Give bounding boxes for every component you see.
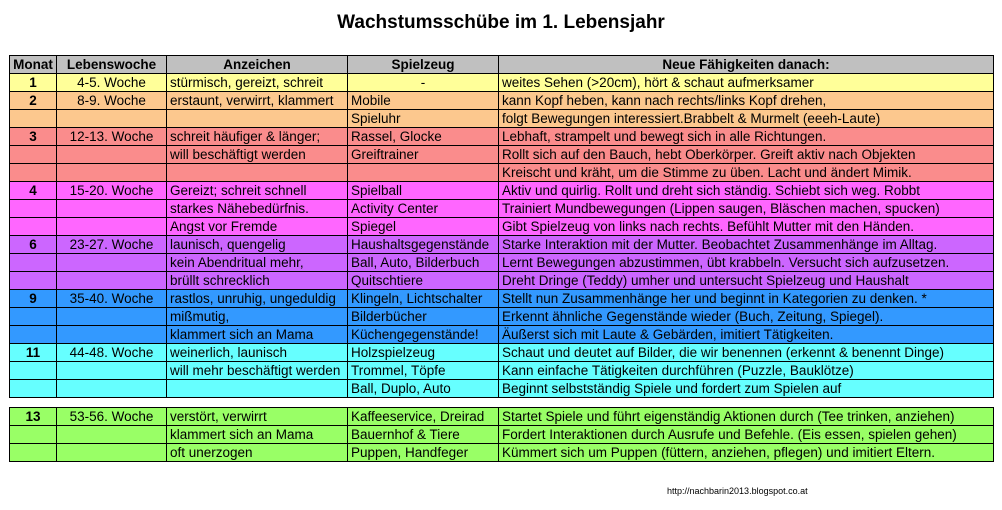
table-body	[10, 74, 994, 462]
spielzeug-cell: Bauernhof & Tiere	[348, 426, 499, 444]
faehigkeiten-cell: Kann einfache Tätigkeiten durchführen (Puzzle, Bauklötze)	[499, 362, 994, 380]
table-row	[10, 290, 994, 308]
spielzeug-cell: Trommel, Töpfe	[348, 362, 499, 380]
spielzeug-cell: Haushaltsgegenstände	[348, 236, 499, 254]
monat-cell: 11	[10, 344, 57, 362]
spielzeug-cell: Bilderbücher	[348, 308, 499, 326]
faehigkeiten-cell: Stellt nun Zusammenhänge her und beginnt in Kategorien zu denken. *	[499, 290, 994, 308]
monat-cell	[10, 110, 57, 128]
lebenswoche-cell	[57, 444, 167, 462]
spielzeug-cell: Klingeln, Lichtschalter	[348, 290, 499, 308]
faehigkeiten-cell: Schaut und deutet auf Bilder, die wir benennen (erkennt & benennt Dinge)	[499, 344, 994, 362]
faehigkeiten-cell	[499, 398, 994, 408]
table-row	[10, 326, 994, 344]
spielzeug-cell: Küchengegenstände!	[348, 326, 499, 344]
table-row	[10, 380, 994, 398]
anzeichen-cell: verstört, verwirrt	[167, 408, 348, 426]
header-lebenswoche: Lebenswoche	[57, 56, 167, 74]
anzeichen-cell	[167, 110, 348, 128]
table-row	[10, 272, 994, 290]
faehigkeiten-cell: weites Sehen (>20cm), hört & schaut aufmerksamer	[499, 74, 994, 92]
monat-cell	[10, 362, 57, 380]
sheet-title: Wachstumsschübe im 1. Lebensjahr	[337, 12, 665, 33]
lebenswoche-cell: 4-5. Woche	[57, 74, 167, 92]
faehigkeiten-cell: Starke Interaktion mit der Mutter. Beobachtet Zusammenhänge im Alltag.	[499, 236, 994, 254]
header-spielzeug: Spielzeug	[348, 56, 499, 74]
table-row	[10, 254, 994, 272]
spielzeug-cell: -	[348, 74, 499, 92]
faehigkeiten-cell: Kreischt und kräht, um die Stimme zu üben. Lacht und ändert Mimik.	[499, 164, 994, 182]
lebenswoche-cell: 35-40. Woche	[57, 290, 167, 308]
monat-cell	[10, 380, 57, 398]
lebenswoche-cell	[57, 272, 167, 290]
anzeichen-cell	[167, 380, 348, 398]
faehigkeiten-cell: Äußerst sich mit Laute & Gebärden, imitiert Tätigkeiten.	[499, 326, 994, 344]
anzeichen-cell: Angst vor Fremde	[167, 218, 348, 236]
spielzeug-cell	[348, 398, 499, 408]
lebenswoche-cell	[57, 200, 167, 218]
header-anzeichen: Anzeichen	[167, 56, 348, 74]
monat-cell: 3	[10, 128, 57, 146]
anzeichen-cell: rastlos, unruhig, ungeduldig	[167, 290, 348, 308]
lebenswoche-cell	[57, 218, 167, 236]
table-row	[10, 444, 994, 462]
lebenswoche-cell: 12-13. Woche	[57, 128, 167, 146]
anzeichen-cell: schreit häufiger & länger;	[167, 128, 348, 146]
lebenswoche-cell	[57, 362, 167, 380]
lebenswoche-cell: 15-20. Woche	[57, 182, 167, 200]
lebenswoche-cell	[57, 380, 167, 398]
source-url: http://nachbarin2013.blogspot.co.at	[667, 486, 808, 496]
lebenswoche-cell	[57, 426, 167, 444]
faehigkeiten-cell: Gibt Spielzeug von links nach rechts. Befühlt Mutter mit den Händen.	[499, 218, 994, 236]
table-row	[10, 218, 994, 236]
faehigkeiten-cell: Dreht Dringe (Teddy) umher und untersucht Spielzeug und Haushalt	[499, 272, 994, 290]
monat-cell	[10, 308, 57, 326]
spacer-row	[10, 398, 994, 408]
monat-cell	[10, 444, 57, 462]
monat-cell	[10, 426, 57, 444]
faehigkeiten-cell: Lebhaft, strampelt und bewegt sich in alle Richtungen.	[499, 128, 994, 146]
header-faehigkeiten: Neue Fähigkeiten danach:	[499, 56, 994, 74]
lebenswoche-cell	[57, 308, 167, 326]
spielzeug-cell: Kaffeeservice, Dreirad	[348, 408, 499, 426]
table-row	[10, 146, 994, 164]
lebenswoche-cell: 23-27. Woche	[57, 236, 167, 254]
table-row	[10, 362, 994, 380]
lebenswoche-cell: 8-9. Woche	[57, 92, 167, 110]
table-row	[10, 308, 994, 326]
table-row	[10, 426, 994, 444]
faehigkeiten-cell: Aktiv und quirlig. Rollt und dreht sich ständig. Schiebt sich weg. Robbt	[499, 182, 994, 200]
anzeichen-cell: will mehr beschäftigt werden	[167, 362, 348, 380]
spielzeug-cell: Ball, Duplo, Auto	[348, 380, 499, 398]
table-row	[10, 408, 994, 426]
monat-cell: 6	[10, 236, 57, 254]
spielzeug-cell: Spieluhr	[348, 110, 499, 128]
table-row	[10, 164, 994, 182]
spielzeug-cell: Puppen, Handfeger	[348, 444, 499, 462]
lebenswoche-cell	[57, 164, 167, 182]
anzeichen-cell: kein Abendritual mehr,	[167, 254, 348, 272]
table-row	[10, 182, 994, 200]
spielzeug-cell: Greiftrainer	[348, 146, 499, 164]
spielzeug-cell: Quitschtiere	[348, 272, 499, 290]
faehigkeiten-cell: Beginnt selbstständig Spiele und fordert zum Spielen auf	[499, 380, 994, 398]
anzeichen-cell: starkes Nähebedürfnis.	[167, 200, 348, 218]
monat-cell	[10, 200, 57, 218]
faehigkeiten-cell: kann Kopf heben, kann nach rechts/links Kopf drehen,	[499, 92, 994, 110]
spielzeug-cell: Activity Center	[348, 200, 499, 218]
spielzeug-cell: Mobile	[348, 92, 499, 110]
table-row	[10, 110, 994, 128]
anzeichen-cell: will beschäftigt werden	[167, 146, 348, 164]
table-row	[10, 200, 994, 218]
faehigkeiten-cell: Erkennt ähnliche Gegenstände wieder (Buch, Zeitung, Spiegel).	[499, 308, 994, 326]
anzeichen-cell: klammert sich an Mama	[167, 426, 348, 444]
monat-cell	[10, 272, 57, 290]
spielzeug-cell	[348, 164, 499, 182]
faehigkeiten-cell: Kümmert sich um Puppen (füttern, anziehen, pflegen) und imitiert Eltern.	[499, 444, 994, 462]
spielzeug-cell: Rassel, Glocke	[348, 128, 499, 146]
monat-cell	[10, 398, 57, 408]
lebenswoche-cell	[57, 146, 167, 164]
faehigkeiten-cell: folgt Bewegungen interessiert.Brabbelt & Murmelt (eeeh-Laute)	[499, 110, 994, 128]
faehigkeiten-cell: Fordert Interaktionen durch Ausrufe und Befehle. (Eis essen, spielen gehen)	[499, 426, 994, 444]
monat-cell	[10, 164, 57, 182]
spielzeug-cell: Holzspielzeug	[348, 344, 499, 362]
lebenswoche-cell	[57, 398, 167, 408]
spielzeug-cell: Spielball	[348, 182, 499, 200]
monat-cell: 2	[10, 92, 57, 110]
lebenswoche-cell	[57, 254, 167, 272]
table-row	[10, 236, 994, 254]
faehigkeiten-cell: Trainiert Mundbewegungen (Lippen saugen, Bläschen machen, spucken)	[499, 200, 994, 218]
monat-cell	[10, 254, 57, 272]
monat-cell: 13	[10, 408, 57, 426]
lebenswoche-cell	[57, 326, 167, 344]
anzeichen-cell: launisch, quengelig	[167, 236, 348, 254]
header-row	[10, 56, 994, 74]
lebenswoche-cell: 53-56. Woche	[57, 408, 167, 426]
anzeichen-cell: Gereizt; schreit schnell	[167, 182, 348, 200]
lebenswoche-cell: 44-48. Woche	[57, 344, 167, 362]
table-row	[10, 344, 994, 362]
anzeichen-cell: klammert sich an Mama	[167, 326, 348, 344]
table-row	[10, 128, 994, 146]
header-monat: Monat	[10, 56, 57, 74]
anzeichen-cell: oft unerzogen	[167, 444, 348, 462]
table-row	[10, 92, 994, 110]
monat-cell	[10, 146, 57, 164]
anzeichen-cell: mißmutig,	[167, 308, 348, 326]
lebenswoche-cell	[57, 110, 167, 128]
anzeichen-cell	[167, 398, 348, 408]
monat-cell: 4	[10, 182, 57, 200]
monat-cell	[10, 218, 57, 236]
monat-cell	[10, 326, 57, 344]
anzeichen-cell: weinerlich, launisch	[167, 344, 348, 362]
monat-cell: 9	[10, 290, 57, 308]
anzeichen-cell	[167, 164, 348, 182]
faehigkeiten-cell: Rollt sich auf den Bauch, hebt Oberkörper. Greift aktiv nach Objekten	[499, 146, 994, 164]
anzeichen-cell: brüllt schrecklich	[167, 272, 348, 290]
faehigkeiten-cell: Lernt Bewegungen abzustimmen, übt krabbeln. Versucht sich aufzusetzen.	[499, 254, 994, 272]
faehigkeiten-cell: Startet Spiele und führt eigenständig Aktionen durch (Tee trinken, anziehen)	[499, 408, 994, 426]
monat-cell: 1	[10, 74, 57, 92]
growth-spurts-table	[9, 55, 994, 462]
spielzeug-cell: Ball, Auto, Bilderbuch	[348, 254, 499, 272]
table-row	[10, 74, 994, 92]
spielzeug-cell: Spiegel	[348, 218, 499, 236]
anzeichen-cell: stürmisch, gereizt, schreit	[167, 74, 348, 92]
anzeichen-cell: erstaunt, verwirrt, klammert	[167, 92, 348, 110]
